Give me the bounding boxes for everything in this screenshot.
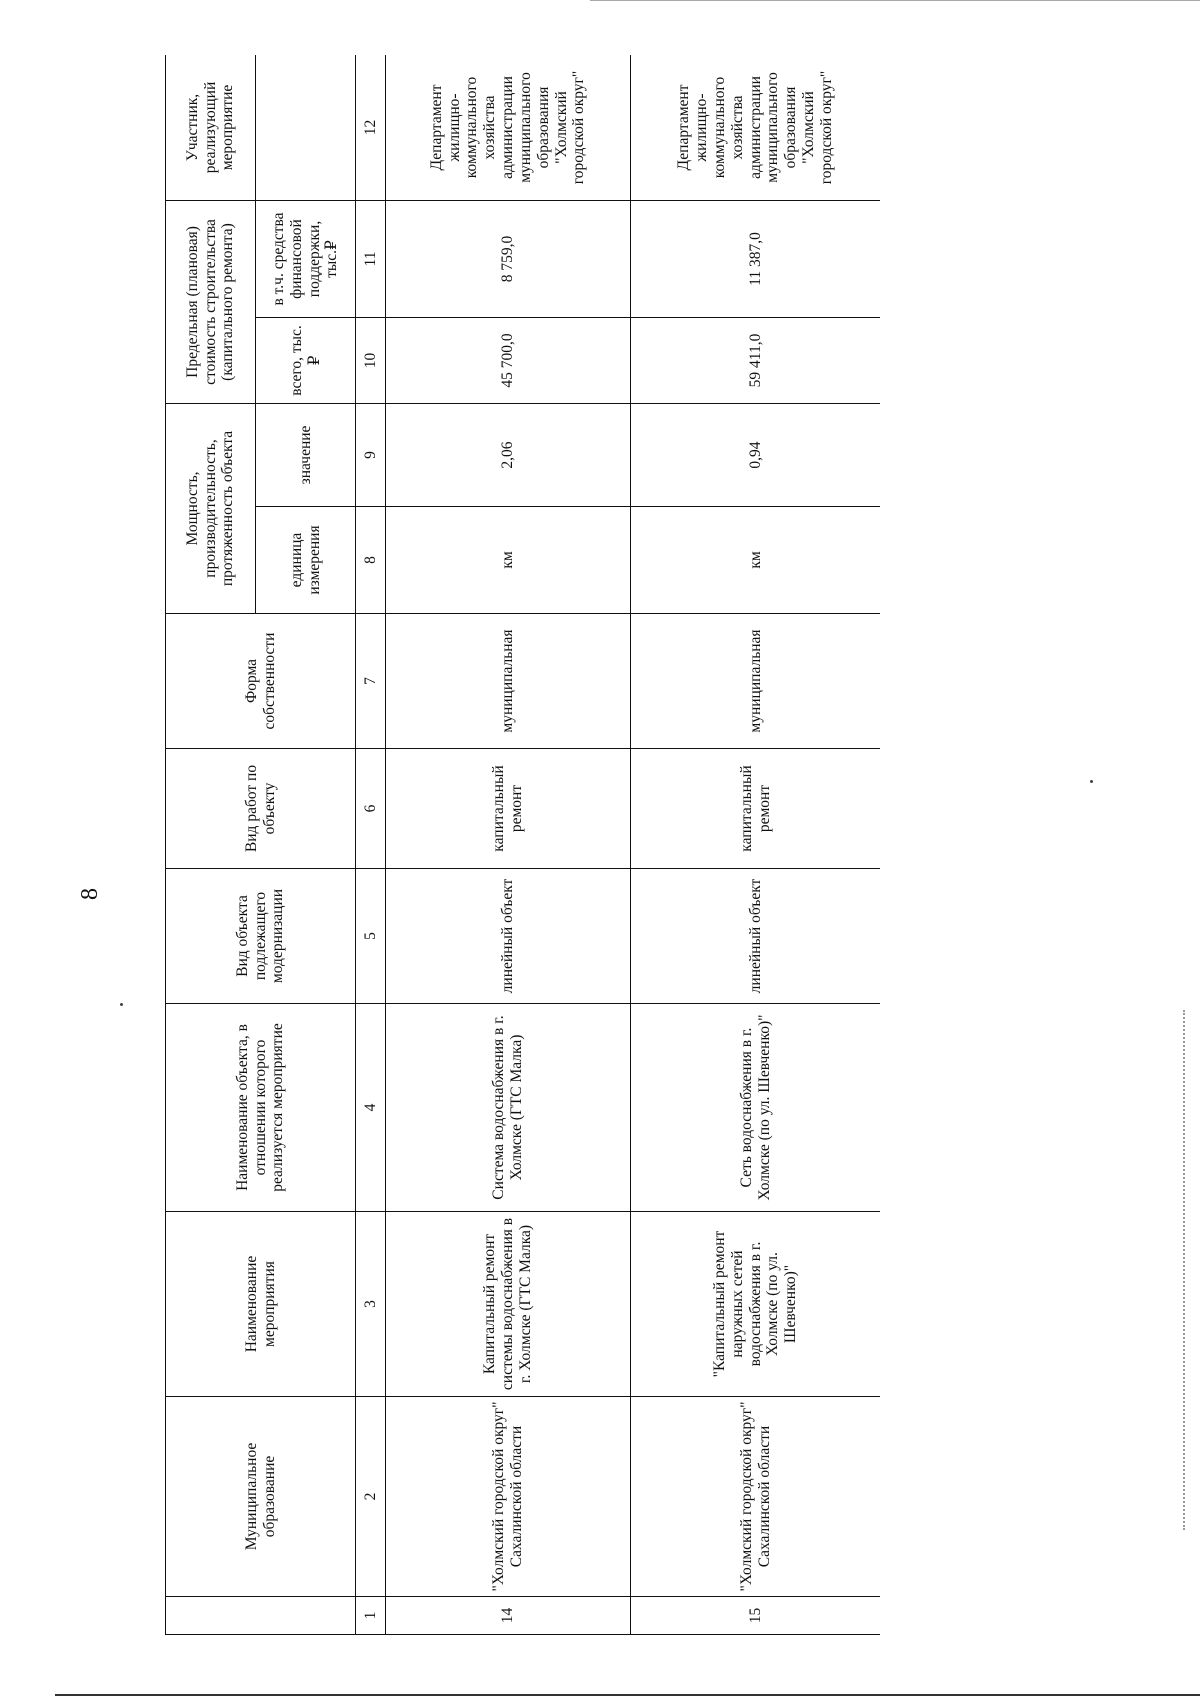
table-row — [631, 55, 881, 1635]
column-number-row — [356, 55, 386, 1635]
row-work-type: капитальный ремонт — [386, 749, 631, 869]
row-ownership: муниципальная — [386, 614, 631, 749]
column-number: 4 — [356, 1004, 386, 1212]
table-container — [165, 55, 880, 1635]
page-number: 8 — [76, 888, 103, 900]
header-capacity-group: Мощность, производительность, протяженность объекта — [166, 403, 256, 613]
header-participant-sub — [256, 55, 356, 200]
column-number: 10 — [356, 317, 386, 403]
column-number: 1 — [356, 1597, 386, 1635]
scan-speck — [120, 1003, 123, 1006]
column-number: 9 — [356, 403, 386, 506]
header-cost-group: Предельная (плановая) стоимость строительства (капитального ремонта) — [166, 200, 256, 403]
header-cost-support: в т.ч. средства финансовой поддержки, тыс.₽ — [256, 200, 356, 317]
header-event-name: Наименование мероприятия — [166, 1212, 356, 1397]
header-capacity-value: значение — [256, 403, 356, 506]
scan-bottom-edge — [55, 1694, 1200, 1696]
scan-edge-noise — [1183, 1010, 1187, 1530]
header-cost-total: всего, тыс.₽ — [256, 317, 356, 403]
scan-speck — [1090, 780, 1093, 783]
row-event: "Капитальный ремонт наружных сетей водоснабжения в г. Холмске (по ул. Шевченко)" — [631, 1212, 881, 1397]
row-object: Сеть водоснабжения в г. Холмске (по ул. Шевченко)" — [631, 1004, 881, 1212]
row-total: 45 700,0 — [386, 317, 631, 403]
row-total: 59 411,0 — [631, 317, 881, 403]
row-unit: км — [386, 507, 631, 614]
header-capacity-unit: единица измерения — [256, 507, 356, 614]
row-value: 2,06 — [386, 403, 631, 506]
header-ownership: Форма собственности — [166, 614, 356, 749]
column-number: 7 — [356, 614, 386, 749]
header-object-type: Вид объекта подлежащего модернизации — [166, 869, 356, 1004]
objects-table — [165, 55, 880, 1635]
header-object-name: Наименование объекта, в отношении которого реализуется мероприятие — [166, 1004, 356, 1212]
scan-top-edge — [590, 0, 1200, 1]
row-ownership: муниципальная — [631, 614, 881, 749]
header-num — [166, 1597, 356, 1635]
column-number: 3 — [356, 1212, 386, 1397]
row-participant: Департамент жилищно-коммунального хозяйства администрации муниципального образования "Холмский городской округ" — [386, 55, 631, 200]
row-municipality: "Холмский городской округ" Сахалинской области — [631, 1397, 881, 1597]
row-support: 11 387,0 — [631, 200, 881, 317]
row-value: 0,94 — [631, 403, 881, 506]
row-number: 15 — [631, 1597, 881, 1635]
row-object: Система водоснабжения в г. Холмске (ГТС Малка) — [386, 1004, 631, 1212]
row-object-type: линейный объект — [386, 869, 631, 1004]
column-number: 6 — [356, 749, 386, 869]
column-number: 11 — [356, 200, 386, 317]
row-unit: км — [631, 507, 881, 614]
header-participant: Участник, реализующий мероприятие — [166, 55, 256, 200]
row-object-type: линейный объект — [631, 869, 881, 1004]
row-work-type: капитальный ремонт — [631, 749, 881, 869]
header-municipality: Муниципальное образование — [166, 1397, 356, 1597]
header-row — [166, 55, 256, 1635]
row-number: 14 — [386, 1597, 631, 1635]
column-number: 5 — [356, 869, 386, 1004]
table-row — [386, 55, 631, 1635]
row-participant: Департамент жилищно-коммунального хозяйства администрации муниципального образования "Холмский городской округ" — [631, 55, 881, 200]
column-number: 2 — [356, 1397, 386, 1597]
row-municipality: "Холмский городской округ" Сахалинской области — [386, 1397, 631, 1597]
column-number: 8 — [356, 507, 386, 614]
row-event: Капитальный ремонт системы водоснабжения в г. Холмске (ГТС Малка) — [386, 1212, 631, 1397]
header-work-type: Вид работ по объекту — [166, 749, 356, 869]
column-number: 12 — [356, 55, 386, 200]
row-support: 8 759,0 — [386, 200, 631, 317]
